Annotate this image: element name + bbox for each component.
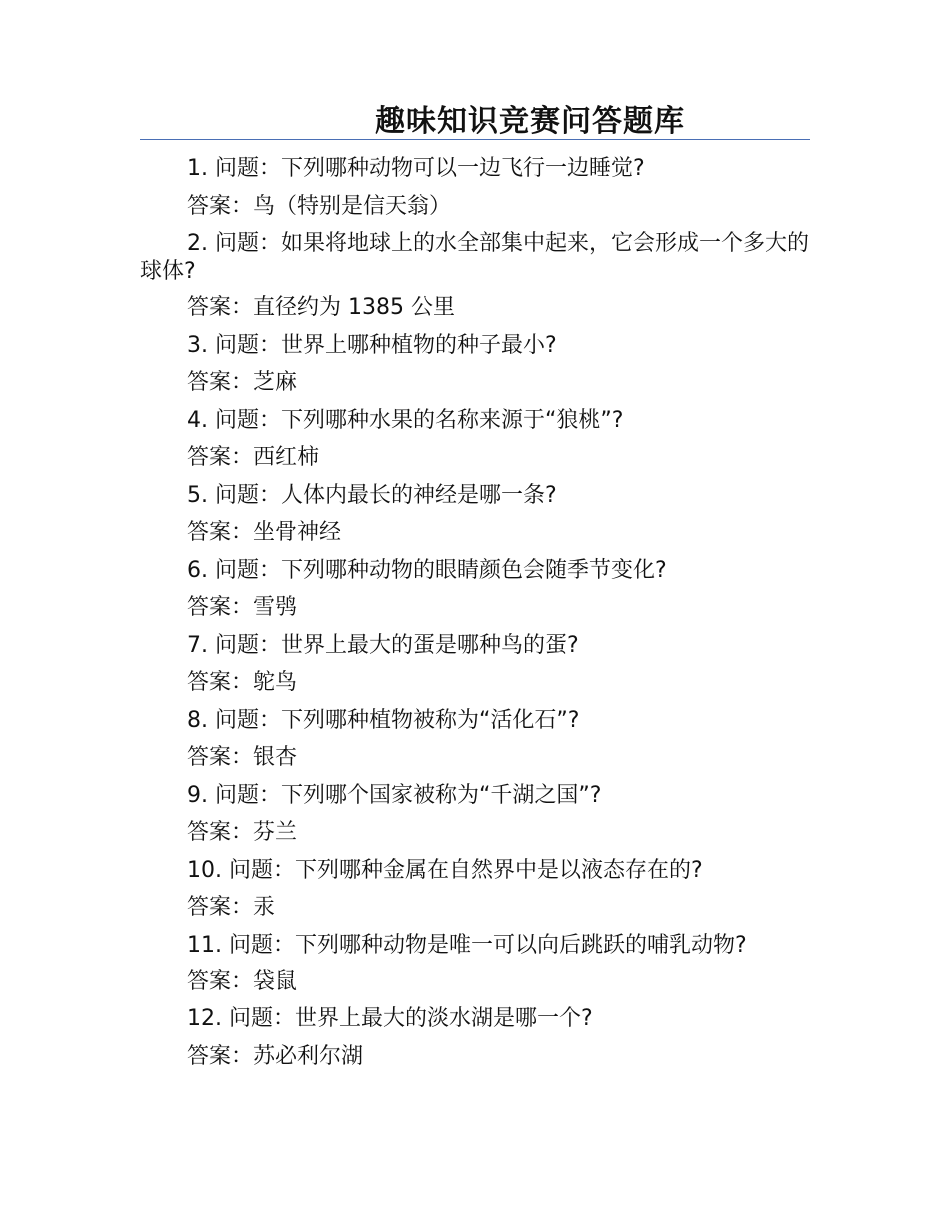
answer-1: [140, 188, 810, 226]
question-8: [140, 702, 810, 740]
question-10: [140, 852, 810, 890]
qa-list: [140, 150, 810, 1075]
question-number: 12.: [187, 1006, 222, 1031]
question-label: 问题：: [215, 332, 282, 358]
question-text: 世界上最大的淡水湖是哪一个?: [295, 1006, 593, 1031]
question-7: [140, 627, 810, 665]
answer-text: 鸟（特别是信天翁）: [253, 193, 452, 219]
question-11: [140, 927, 810, 963]
answer-label: 答案：: [187, 895, 254, 920]
answer-text: 西红柿: [253, 445, 320, 470]
question-label: 问题：: [215, 407, 282, 433]
answer-text: 芬兰: [253, 820, 298, 845]
question-4: [140, 402, 810, 440]
answer-9: [140, 814, 810, 852]
question-label: 问题：: [215, 231, 282, 256]
answer-4: [140, 439, 810, 477]
question-text: 下列哪种金属在自然界中是以液态存在的?: [295, 857, 703, 883]
answer-5: [140, 514, 810, 552]
answer-text: 直径约为 1385 公里: [253, 295, 455, 320]
question-label: 问题：: [229, 932, 296, 958]
question-1: [140, 150, 810, 188]
question-label: 问题：: [215, 156, 282, 181]
question-3: [140, 327, 810, 365]
question-label: 问题：: [215, 782, 282, 808]
question-6: [140, 552, 810, 590]
question-label: 问题：: [229, 857, 296, 883]
title-underline: [140, 139, 810, 140]
question-number: 8.: [187, 707, 208, 733]
question-number: 6.: [187, 557, 208, 583]
answer-text: 银杏: [253, 745, 298, 770]
question-2: [140, 225, 810, 289]
question-label: 问题：: [215, 632, 282, 658]
answer-12: [140, 1038, 810, 1076]
question-text: 下列哪种动物是唯一可以向后跳跃的哺乳动物?: [295, 932, 747, 958]
question-text: 人体内最长的神经是哪一条?: [281, 482, 557, 508]
question-text: 下列哪种植物被称为“活化石”?: [281, 707, 580, 733]
question-number: 11.: [187, 932, 222, 958]
answer-text: 芝麻: [253, 370, 298, 395]
answer-2: [140, 289, 810, 327]
answer-text: 苏必利尔湖: [253, 1043, 364, 1069]
answer-label: 答案：: [187, 595, 254, 620]
question-5: [140, 477, 810, 515]
answer-8: [140, 739, 810, 777]
answer-10: [140, 889, 810, 927]
answer-text: 汞: [253, 895, 276, 920]
question-label: 问题：: [215, 557, 282, 583]
answer-label: 答案：: [187, 670, 254, 695]
question-label: 问题：: [215, 482, 282, 508]
question-9: [140, 777, 810, 815]
question-text: 如果将地球上的水全部集中起来，它会形成一个多大的球体?: [140, 231, 810, 284]
question-label: 问题：: [229, 1006, 296, 1031]
question-number: 3.: [187, 332, 208, 358]
answer-label: 答案：: [187, 820, 254, 845]
document-title: 趣味知识竞赛问答题库: [375, 104, 685, 139]
answer-label: 答案：: [187, 745, 254, 770]
answer-text: 雪鸮: [253, 595, 298, 620]
answer-label: 答案：: [187, 370, 254, 395]
question-text: 世界上最大的蛋是哪种鸟的蛋?: [281, 632, 579, 658]
answer-3: [140, 364, 810, 402]
answer-7: [140, 664, 810, 702]
question-text: 下列哪种水果的名称来源于“狼桃”?: [281, 407, 624, 433]
answer-label: 答案：: [187, 520, 254, 545]
answer-11: [140, 963, 810, 1001]
question-number: 9.: [187, 782, 208, 808]
answer-text: 鸵鸟: [253, 670, 298, 695]
answer-label: 答案：: [187, 295, 254, 320]
question-text: 下列哪个国家被称为“千湖之国”?: [281, 782, 602, 808]
question-number: 4.: [187, 407, 208, 433]
answer-text: 坐骨神经: [253, 520, 342, 545]
answer-label: 答案：: [187, 968, 254, 994]
answer-label: 答案：: [187, 1043, 254, 1069]
answer-text: 袋鼠: [253, 968, 298, 994]
answer-label: 答案：: [187, 445, 254, 470]
question-number: 10.: [187, 857, 222, 883]
question-number: 2.: [187, 231, 208, 256]
question-number: 1.: [187, 156, 208, 181]
question-number: 5.: [187, 482, 208, 508]
question-12: [140, 1000, 810, 1038]
answer-label: 答案：: [187, 193, 254, 219]
question-label: 问题：: [215, 707, 282, 733]
question-text: 世界上哪种植物的种子最小?: [281, 332, 557, 358]
answer-6: [140, 589, 810, 627]
question-text: 下列哪种动物可以一边飞行一边睡觉?: [281, 156, 645, 181]
question-text: 下列哪种动物的眼睛颜色会随季节变化?: [281, 557, 667, 583]
question-number: 7.: [187, 632, 208, 658]
